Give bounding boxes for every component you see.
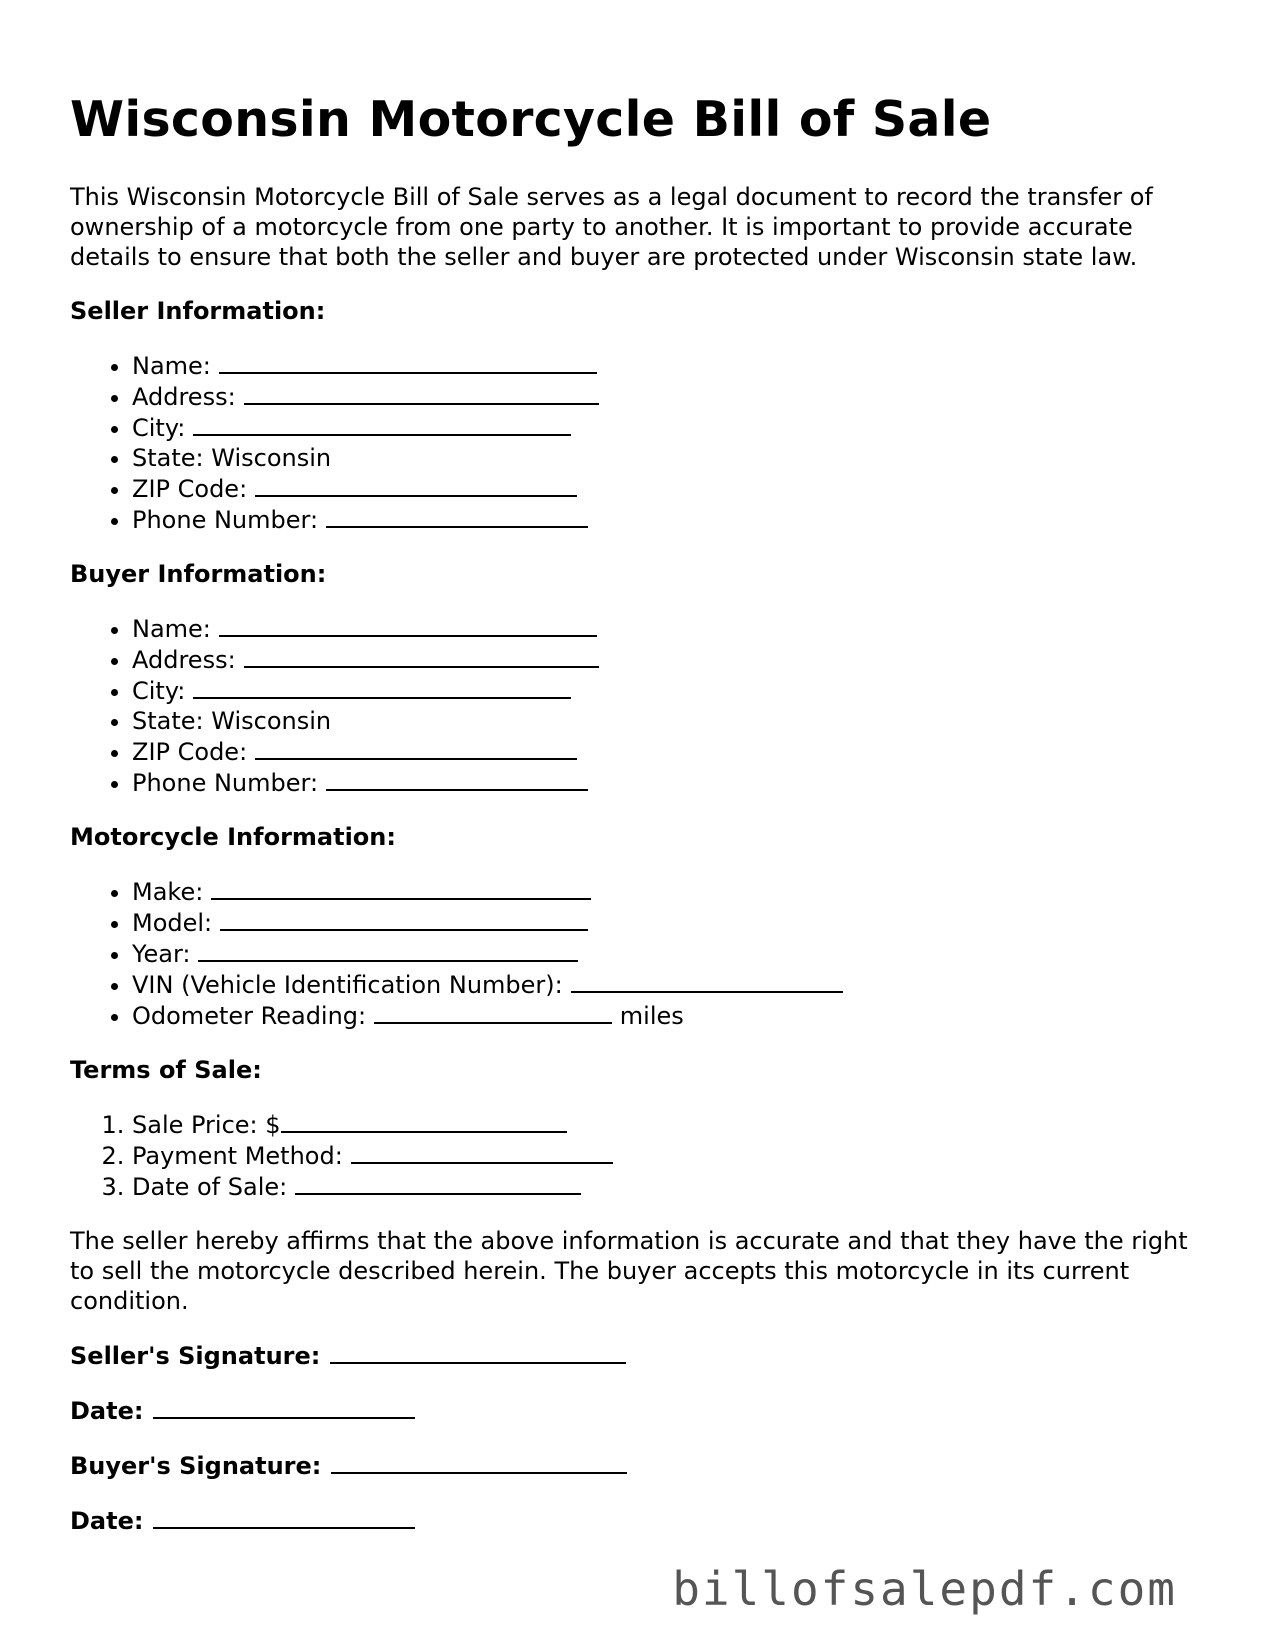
buyer-section-heading: Buyer Information: [70, 560, 327, 588]
buyer-address-field[interactable] [244, 644, 599, 668]
motorcycle-odometer-label: Odometer Reading: [132, 1002, 367, 1030]
buyer-city-item [132, 675, 1210, 706]
motorcycle-model-item [132, 907, 1210, 938]
buyer-signature-field[interactable] [331, 1450, 627, 1474]
buyer-phone-field[interactable] [326, 767, 588, 791]
motorcycle-vin-label: VIN (Vehicle Identification Number): [132, 971, 563, 999]
seller-signature-label: Seller's Signature: [70, 1342, 321, 1370]
terms-payment-method-field[interactable] [351, 1140, 613, 1164]
seller-city-label: City: [132, 414, 186, 442]
seller-info-list [70, 350, 1210, 535]
motorcycle-year-label: Year: [132, 940, 191, 968]
seller-state-item [132, 443, 1210, 473]
motorcycle-make-label: Make: [132, 878, 204, 906]
buyer-city-label: City: [132, 677, 186, 705]
terms-sale-price-label: Sale Price: $ [132, 1111, 281, 1139]
motorcycle-vin-field[interactable] [571, 969, 843, 993]
seller-zip-label: ZIP Code: [132, 475, 248, 503]
seller-section-heading: Seller Information: [70, 297, 326, 325]
closing-paragraph: The seller hereby affirms that the above information is accurate and that they have the right to sell the motorcycle described herein. The buyer accepts this motorcycle in its current condition. [70, 1227, 1188, 1315]
buyer-info-list [70, 613, 1210, 798]
buyer-zip-field[interactable] [255, 736, 577, 760]
terms-date-of-sale-field[interactable] [295, 1171, 581, 1195]
seller-address-label: Address: [132, 383, 236, 411]
buyer-date-label: Date: [70, 1507, 144, 1535]
seller-zip-item [132, 473, 1210, 504]
terms-payment-method-item [132, 1140, 1210, 1171]
buyer-address-label: Address: [132, 646, 236, 674]
watermark: billofsalepdf.com [672, 1562, 1177, 1616]
bill-of-sale-document [70, 88, 1210, 1536]
terms-date-of-sale-label: Date of Sale: [132, 1173, 288, 1201]
motorcycle-year-item [132, 938, 1210, 969]
seller-state-label: State: Wisconsin [132, 444, 332, 472]
buyer-name-item [132, 613, 1210, 644]
seller-phone-field[interactable] [326, 504, 588, 528]
buyer-zip-label: ZIP Code: [132, 738, 248, 766]
motorcycle-year-field[interactable] [198, 938, 578, 962]
seller-phone-label: Phone Number: [132, 506, 319, 534]
terms-list [70, 1109, 1210, 1202]
motorcycle-model-label: Model: [132, 909, 213, 937]
seller-phone-item [132, 504, 1210, 535]
page-title: Wisconsin Motorcycle Bill of Sale [70, 91, 992, 148]
seller-address-field[interactable] [244, 381, 599, 405]
buyer-city-field[interactable] [193, 675, 571, 699]
seller-date-label: Date: [70, 1397, 144, 1425]
seller-zip-field[interactable] [255, 473, 577, 497]
seller-name-field[interactable] [219, 350, 597, 374]
buyer-state-item [132, 706, 1210, 736]
seller-city-item [132, 412, 1210, 443]
terms-sale-price-item [132, 1109, 1210, 1140]
terms-date-of-sale-item [132, 1171, 1210, 1202]
buyer-name-label: Name: [132, 615, 211, 643]
buyer-state-label: State: Wisconsin [132, 707, 332, 735]
terms-sale-price-field[interactable] [281, 1109, 567, 1133]
buyer-signature-line [70, 1450, 1210, 1481]
buyer-date-field[interactable] [153, 1505, 415, 1529]
buyer-date-line [70, 1505, 1210, 1536]
motorcycle-model-field[interactable] [220, 907, 588, 931]
buyer-signature-label: Buyer's Signature: [70, 1452, 322, 1480]
motorcycle-make-item [132, 876, 1210, 907]
buyer-phone-item [132, 767, 1210, 798]
buyer-zip-item [132, 736, 1210, 767]
motorcycle-odometer-unit: miles [619, 1002, 684, 1030]
seller-address-item [132, 381, 1210, 412]
seller-signature-line [70, 1340, 1210, 1371]
buyer-phone-label: Phone Number: [132, 769, 319, 797]
seller-name-label: Name: [132, 352, 211, 380]
seller-signature-field[interactable] [330, 1340, 626, 1364]
terms-section-heading: Terms of Sale: [70, 1056, 262, 1084]
seller-city-field[interactable] [193, 412, 571, 436]
buyer-name-field[interactable] [219, 613, 597, 637]
seller-date-line [70, 1395, 1210, 1426]
terms-payment-method-label: Payment Method: [132, 1142, 343, 1170]
motorcycle-make-field[interactable] [211, 876, 591, 900]
motorcycle-vin-item [132, 969, 1210, 1000]
motorcycle-section-heading: Motorcycle Information: [70, 823, 396, 851]
buyer-address-item [132, 644, 1210, 675]
seller-name-item [132, 350, 1210, 381]
motorcycle-odometer-item [132, 1000, 1210, 1031]
motorcycle-odometer-field[interactable] [374, 1000, 612, 1024]
motorcycle-info-list [70, 876, 1210, 1031]
intro-paragraph: This Wisconsin Motorcycle Bill of Sale serves as a legal document to record the transfer of ownership of a motorcycle from one party to another. It is important to provide accurate details to ensure that both the seller and buyer are protected under Wisconsin state law. [70, 183, 1153, 271]
seller-date-field[interactable] [153, 1395, 415, 1419]
